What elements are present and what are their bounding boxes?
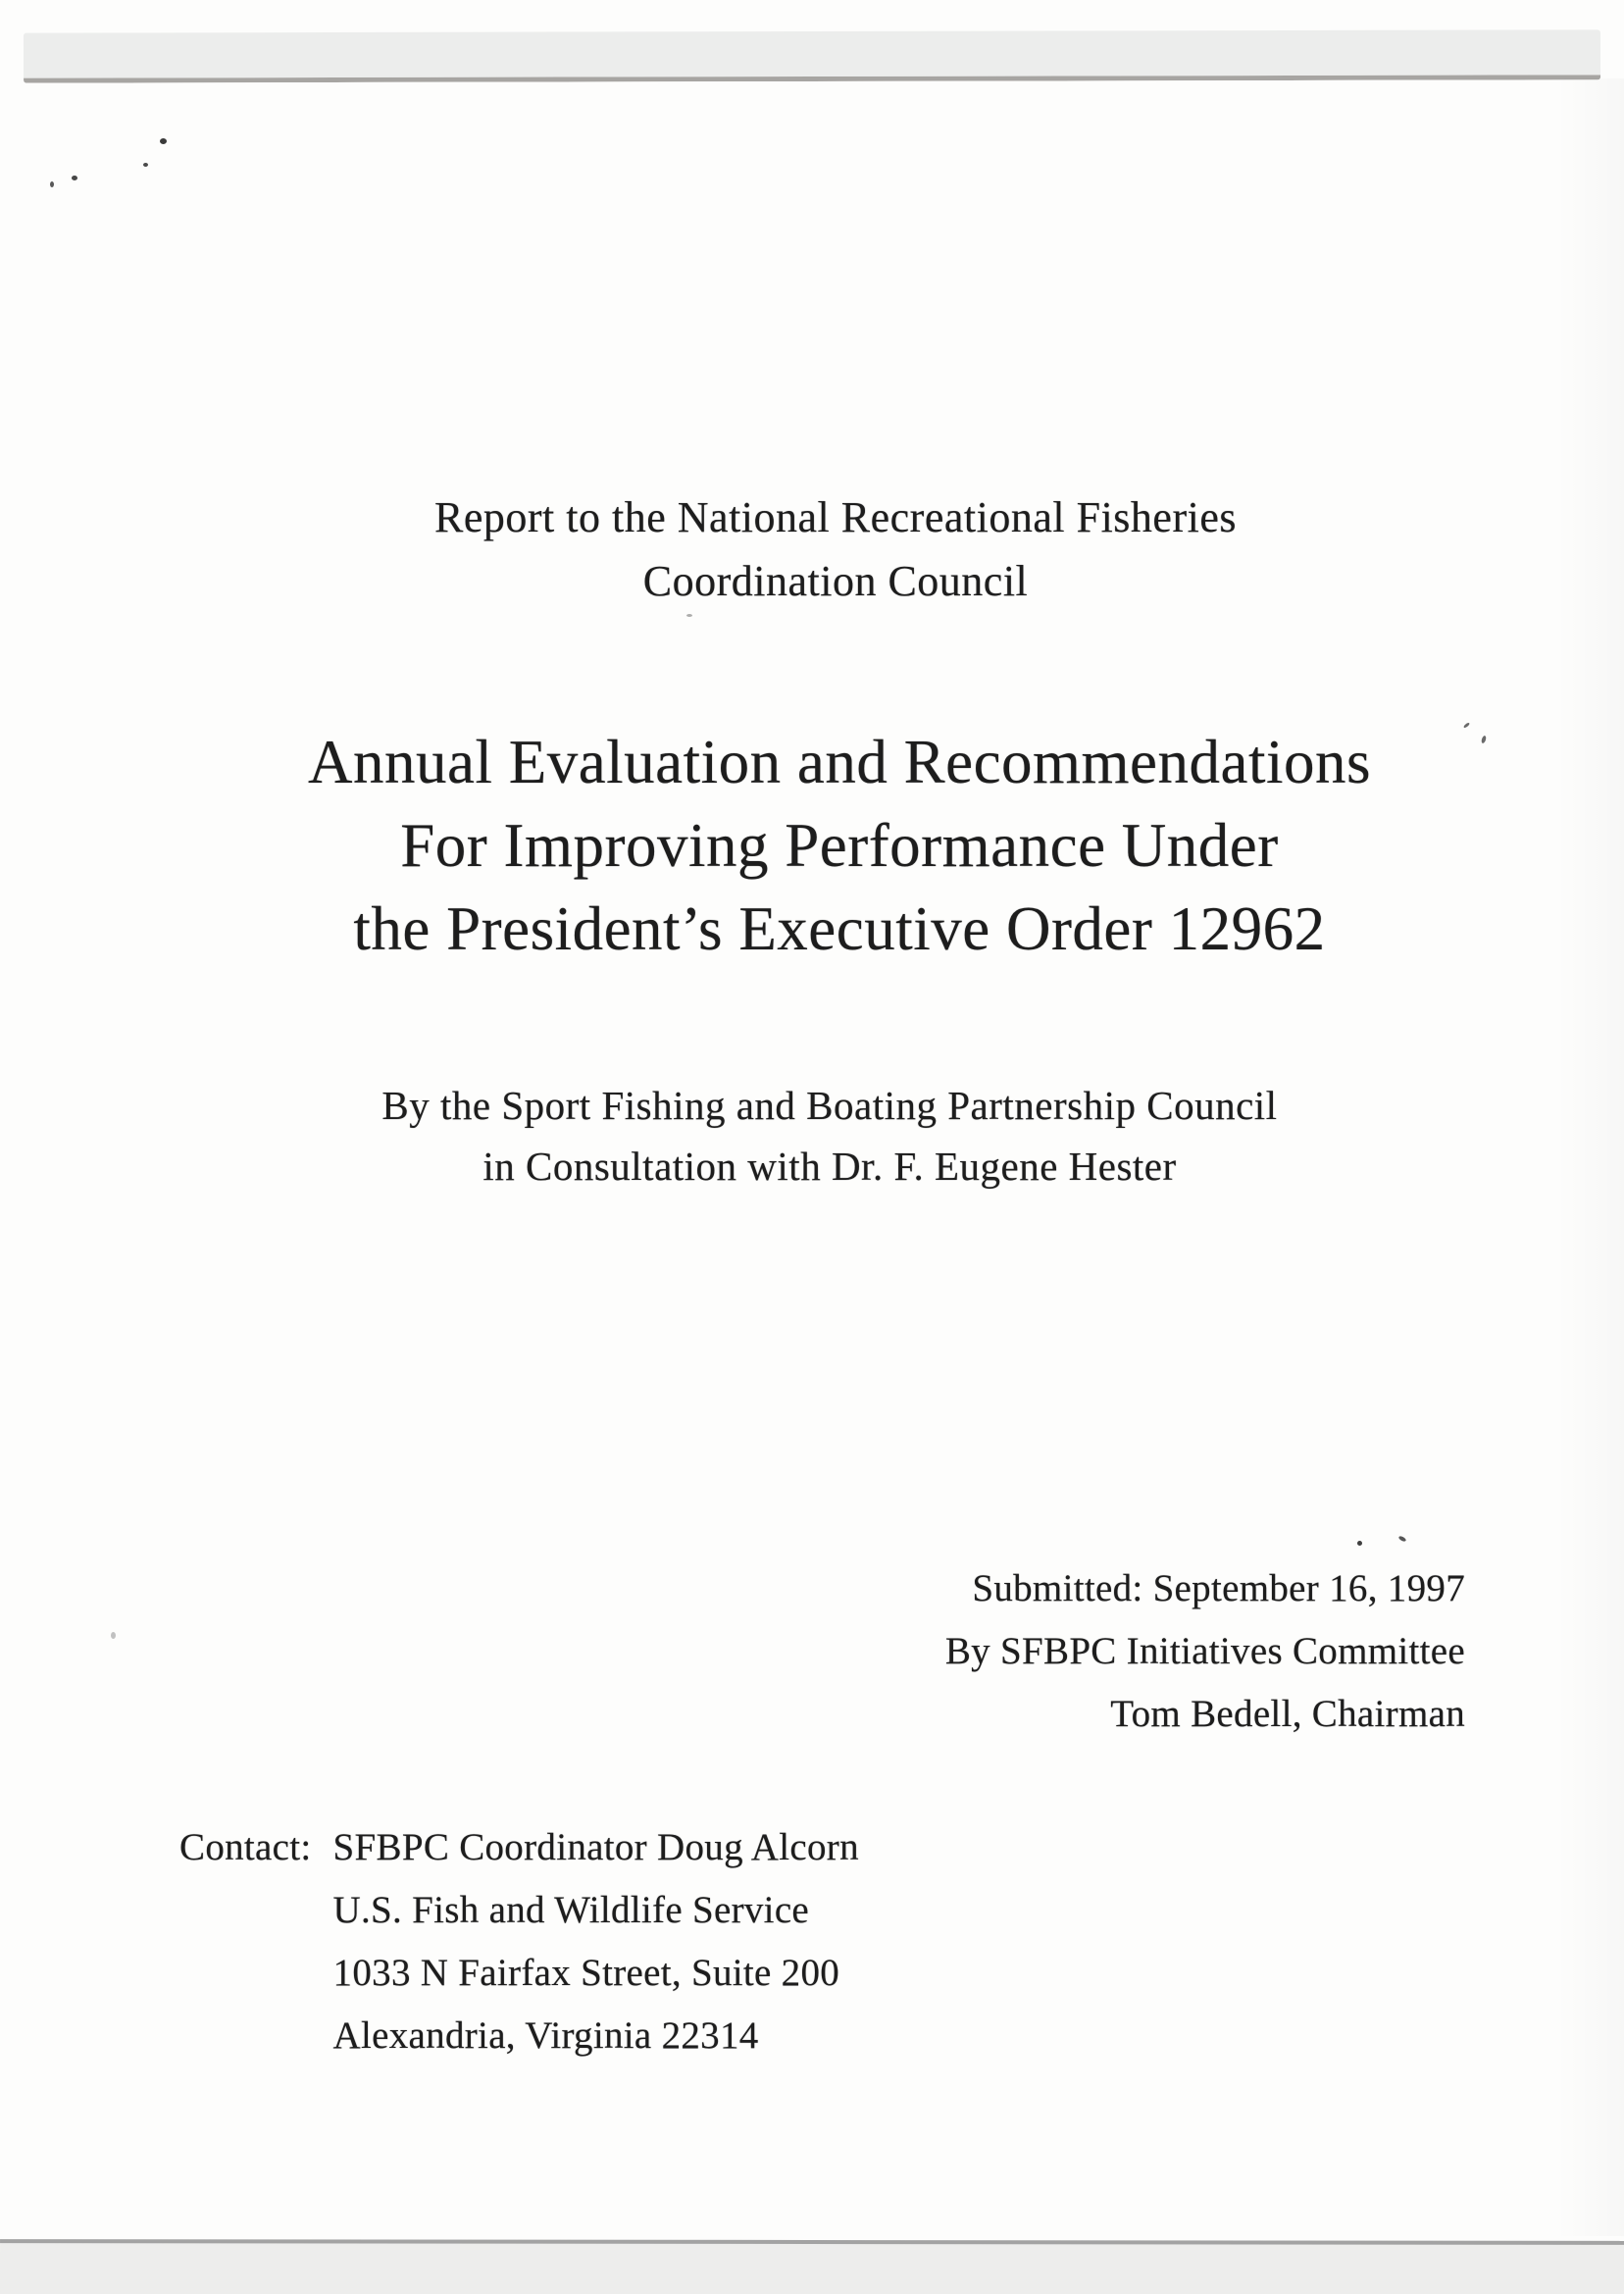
- contact-street: 1033 N Fairfax Street, Suite 200: [332, 1952, 840, 1994]
- submission-committee: By SFBPC Initiatives Committee: [944, 1630, 1465, 1672]
- report-byline: [0, 1075, 1624, 1197]
- title-line-3: the President’s Executive Order 12962: [353, 894, 1326, 963]
- contact-info: [179, 1816, 859, 2067]
- submission-date: Submitted: September 16, 1997: [972, 1567, 1465, 1609]
- contact-city: Alexandria, Virginia 22314: [332, 2014, 759, 2057]
- submission-chairman: Tom Bedell, Chairman: [1110, 1693, 1465, 1735]
- title-line-1: Annual Evaluation and Recommendations: [308, 728, 1371, 796]
- scan-speck: [1357, 1541, 1362, 1546]
- byline-line-2: in Consultation with Dr. F. Eugene Hester: [482, 1144, 1177, 1189]
- contact-agency: U.S. Fish and Wildlife Service: [332, 1889, 810, 1931]
- scan-speck: [72, 176, 77, 180]
- scan-speck: [50, 181, 54, 187]
- title-line-2: For Improving Performance Under: [400, 811, 1279, 880]
- scan-speck: [686, 614, 692, 617]
- submission-info: [945, 1557, 1465, 1746]
- scan-artifact-top-bar: [24, 29, 1600, 82]
- contact-label: Contact:: [179, 1826, 312, 1868]
- header-line-1: Report to the National Recreational Fisheries: [434, 493, 1237, 541]
- scan-artifact-bottom-bar: [0, 2239, 1624, 2294]
- header-line-2: Coordination Council: [642, 557, 1029, 605]
- scan-speck: [160, 138, 167, 144]
- contact-coordinator: SFBPC Coordinator Doug Alcorn: [332, 1826, 859, 1868]
- scan-speck: [111, 1632, 116, 1639]
- contact-address: [333, 1816, 859, 2067]
- scan-speck: [1398, 1535, 1407, 1542]
- scan-speck: [143, 163, 148, 167]
- report-title: [0, 721, 1624, 971]
- report-header: [0, 485, 1624, 613]
- byline-line-1: By the Sport Fishing and Boating Partnership Council: [381, 1083, 1278, 1128]
